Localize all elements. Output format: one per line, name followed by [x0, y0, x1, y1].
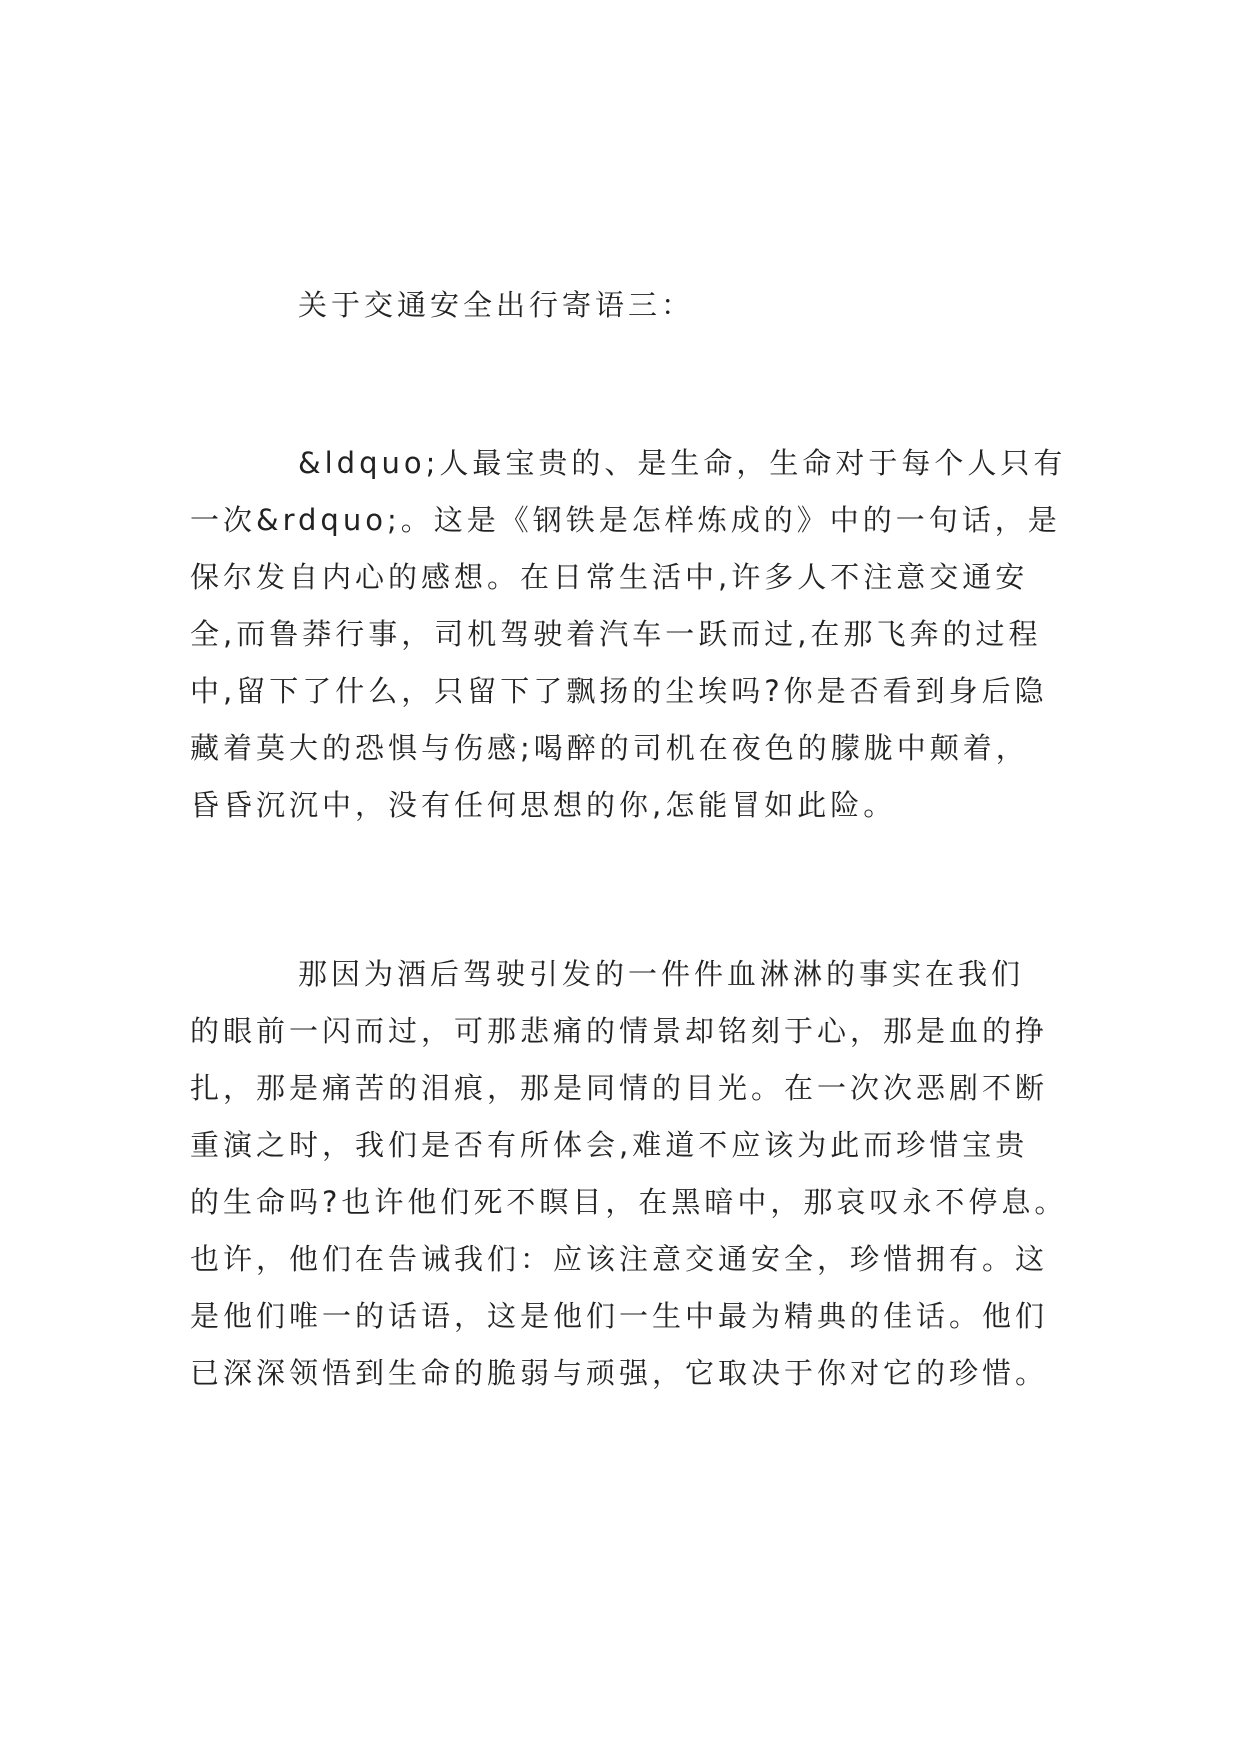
paragraph-1-line-2: 一次&rdquo;。这是《钢铁是怎样炼成的》中的一句话，是 [190, 503, 1061, 537]
paragraph-2-line-3: 扎，那是痛苦的泪痕，那是同情的目光。在一次次恶剧不断 [190, 1071, 1049, 1105]
paragraph-1-line-4: 全,而鲁莽行事，司机驾驶着汽车一跃而过,在那飞奔的过程 [190, 617, 1042, 651]
paragraph-1-line-6: 藏着莫大的恐惧与伤感;喝醉的司机在夜色的朦胧中颠着， [190, 731, 1029, 765]
paragraph-2-line-6: 也许，他们在告诫我们：应该注意交通安全，珍惜拥有。这 [190, 1242, 1049, 1276]
paragraph-2-line-4: 重演之时，我们是否有所体会,难道不应该为此而珍惜宝贵 [190, 1128, 1029, 1162]
paragraph-2-line-7: 是他们唯一的话语，这是他们一生中最为精典的佳话。他们 [190, 1299, 1049, 1333]
paragraph-1-line-5: 中,留下了什么，只留下了飘扬的尘埃吗?你是否看到身后隐 [190, 674, 1048, 708]
paragraph-2-line-5: 的生命吗?也许他们死不瞑目，在黑暗中，那哀叹永不停息。 [190, 1185, 1068, 1219]
paragraph-2-line-2: 的眼前一闪而过，可那悲痛的情景却铭刻于心，那是血的挣 [190, 1014, 1049, 1048]
document-heading: 关于交通安全出行寄语三： [298, 288, 695, 322]
paragraph-1-line-1: &ldquo;人最宝贵的、是生命，生命对于每个人只有 [298, 446, 1067, 480]
paragraph-2-line-1: 那因为酒后驾驶引发的一件件血淋淋的事实在我们 [298, 957, 1025, 991]
paragraph-1-line-3: 保尔发自内心的感想。在日常生活中,许多人不注意交通安 [190, 560, 1029, 594]
paragraph-2-line-8: 已深深领悟到生命的脆弱与顽强，它取决于你对它的珍惜。 [190, 1356, 1049, 1390]
paragraph-1-line-7: 昏昏沉沉中，没有任何思想的你,怎能冒如此险。 [190, 788, 897, 822]
